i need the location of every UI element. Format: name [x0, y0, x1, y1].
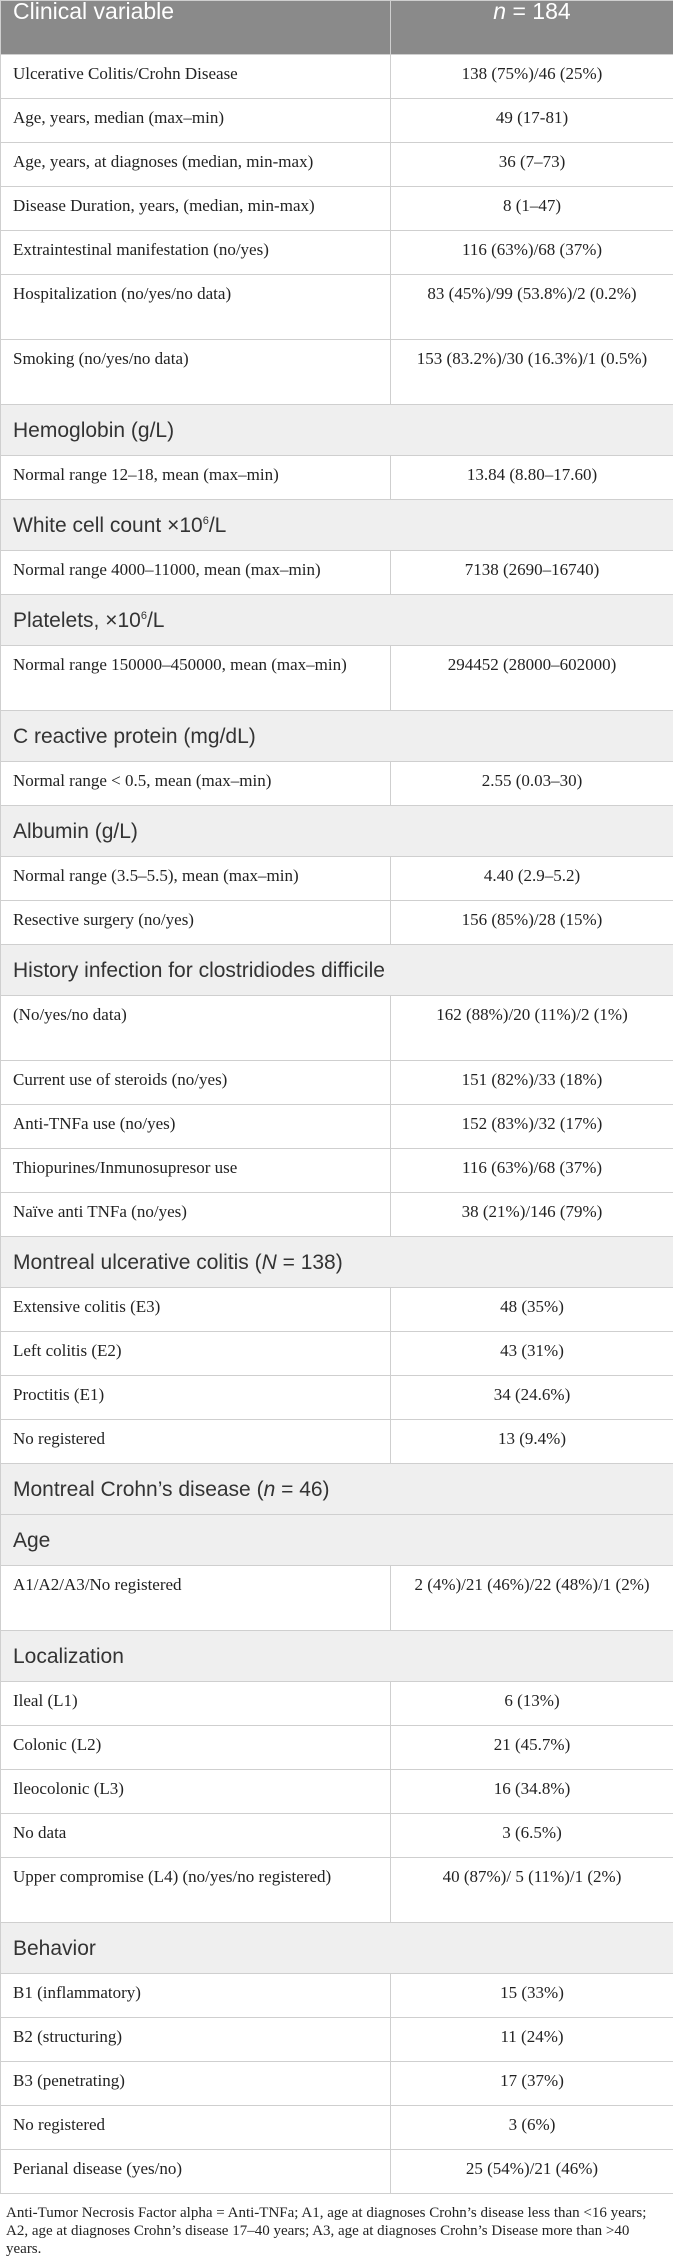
- table-footnote: Anti-Tumor Necrosis Factor alpha = Anti-TNFa; A1, age at diagnoses Crohn’s disease less than <16 years; A2, age at diagnoses Crohn’s disease 17–40 years; A3, age at diagnoses Crohn’s Disease more than >40 years.: [0, 2194, 673, 2258]
- variable-value: 8 (1–47): [391, 187, 673, 231]
- table-row: [1, 1193, 673, 1237]
- variable-label: No data: [1, 1814, 391, 1858]
- table-row: [1, 901, 673, 945]
- variable-value: 2 (4%)/21 (46%)/22 (48%)/1 (2%): [391, 1566, 673, 1631]
- variable-label: Normal range 12–18, mean (max–min): [1, 456, 391, 500]
- variable-label: B2 (structuring): [1, 2018, 391, 2062]
- variable-label: Extraintestinal manifestation (no/yes): [1, 231, 391, 275]
- section-title-text: White cell count ×10: [13, 514, 203, 537]
- section-title-text: Hemoglobin (g/L): [13, 419, 174, 442]
- variable-label: A1/A2/A3/No registered: [1, 1566, 391, 1631]
- table-row: [1, 1420, 673, 1464]
- variable-value: 116 (63%)/68 (37%): [391, 1149, 673, 1193]
- table-row: [1, 2062, 673, 2106]
- variable-value: 4.40 (2.9–5.2): [391, 857, 673, 901]
- table-row: [1, 2106, 673, 2150]
- section-header-row: [1, 1631, 673, 1682]
- header-n-symbol: n: [493, 0, 506, 24]
- section-title: [1, 1631, 673, 1682]
- table-row: [1, 646, 673, 711]
- table-row: [1, 2018, 673, 2062]
- table-row: [1, 1682, 673, 1726]
- variable-value: 2.55 (0.03–30): [391, 762, 673, 806]
- section-title-suffix: = 138): [277, 1251, 343, 1274]
- variable-label: Upper compromise (L4) (no/yes/no registered): [1, 1858, 391, 1923]
- table-row: [1, 99, 673, 143]
- variable-label: Resective surgery (no/yes): [1, 901, 391, 945]
- variable-value: 138 (75%)/46 (25%): [391, 55, 673, 99]
- section-header-row: [1, 1237, 673, 1288]
- variable-label: Age, years, at diagnoses (median, min-max): [1, 143, 391, 187]
- section-title: [1, 405, 673, 456]
- header-n-value: = 184: [506, 0, 571, 24]
- section-title: [1, 1515, 673, 1566]
- variable-value: 13.84 (8.80–17.60): [391, 456, 673, 500]
- table-row: [1, 1814, 673, 1858]
- section-header-row: [1, 1464, 673, 1515]
- variable-label: No registered: [1, 1420, 391, 1464]
- variable-label: (No/yes/no data): [1, 996, 391, 1061]
- variable-value: 21 (45.7%): [391, 1726, 673, 1770]
- section-title-text: Localization: [13, 1645, 124, 1668]
- variable-value: 34 (24.6%): [391, 1376, 673, 1420]
- variable-label: Naïve anti TNFa (no/yes): [1, 1193, 391, 1237]
- table-row: [1, 551, 673, 595]
- variable-value: 156 (85%)/28 (15%): [391, 901, 673, 945]
- table-row: [1, 1149, 673, 1193]
- section-header-row: [1, 595, 673, 646]
- variable-label: No registered: [1, 2106, 391, 2150]
- table-row: [1, 456, 673, 500]
- section-header-row: [1, 500, 673, 551]
- section-title-suffix: /L: [147, 609, 165, 632]
- section-title: [1, 806, 673, 857]
- variable-value: 83 (45%)/99 (53.8%)/2 (0.2%): [391, 275, 673, 340]
- variable-value: 49 (17-81): [391, 99, 673, 143]
- section-title-text: Montreal Crohn’s disease (: [13, 1478, 264, 1501]
- variable-value: 43 (31%): [391, 1332, 673, 1376]
- variable-label: Ulcerative Colitis/Crohn Disease: [1, 55, 391, 99]
- table-row: [1, 1974, 673, 2018]
- variable-label: Extensive colitis (E3): [1, 1288, 391, 1332]
- table-row: [1, 1332, 673, 1376]
- section-title: [1, 1923, 673, 1974]
- table-row: [1, 1105, 673, 1149]
- variable-label: Colonic (L2): [1, 1726, 391, 1770]
- variable-label: Normal range < 0.5, mean (max–min): [1, 762, 391, 806]
- variable-label: Age, years, median (max–min): [1, 99, 391, 143]
- variable-value: 48 (35%): [391, 1288, 673, 1332]
- table-row: [1, 1288, 673, 1332]
- variable-label: Disease Duration, years, (median, min-max): [1, 187, 391, 231]
- table-row: [1, 340, 673, 405]
- table-body: [1, 55, 673, 2194]
- variable-label: B1 (inflammatory): [1, 1974, 391, 2018]
- variable-label: Left colitis (E2): [1, 1332, 391, 1376]
- table-row: [1, 187, 673, 231]
- variable-value: 13 (9.4%): [391, 1420, 673, 1464]
- section-title-italic: n: [264, 1478, 276, 1501]
- section-title-text: Montreal ulcerative colitis (: [13, 1251, 262, 1274]
- variable-label: Normal range (3.5–5.5), mean (max–min): [1, 857, 391, 901]
- variable-value: 6 (13%): [391, 1682, 673, 1726]
- section-title-text: Age: [13, 1529, 50, 1552]
- variable-value: 15 (33%): [391, 1974, 673, 2018]
- section-title-text: History infection for clostridiodes difficile: [13, 959, 385, 982]
- variable-label: Normal range 150000–450000, mean (max–min): [1, 646, 391, 711]
- variable-label: Hospitalization (no/yes/no data): [1, 275, 391, 340]
- section-title-text: Albumin (g/L): [13, 820, 138, 843]
- section-title-superscript: 6: [141, 610, 147, 622]
- variable-value: 153 (83.2%)/30 (16.3%)/1 (0.5%): [391, 340, 673, 405]
- section-title: [1, 945, 673, 996]
- section-title: [1, 711, 673, 762]
- table-row: [1, 762, 673, 806]
- table-row: [1, 1566, 673, 1631]
- variable-value: 38 (21%)/146 (79%): [391, 1193, 673, 1237]
- header-clinical-variable: Clinical variable: [1, 1, 391, 55]
- table-row: [1, 143, 673, 187]
- section-header-row: [1, 1515, 673, 1566]
- table-row: [1, 1858, 673, 1923]
- variable-label: Thiopurines/Inmunosupresor use: [1, 1149, 391, 1193]
- section-header-row: [1, 1923, 673, 1974]
- table-row: [1, 857, 673, 901]
- variable-value: 16 (34.8%): [391, 1770, 673, 1814]
- variable-label: Current use of steroids (no/yes): [1, 1061, 391, 1105]
- table-row: [1, 996, 673, 1061]
- section-title: [1, 595, 673, 646]
- variable-label: Normal range 4000–11000, mean (max–min): [1, 551, 391, 595]
- section-title: [1, 1464, 673, 1515]
- section-title-suffix: /L: [209, 514, 227, 537]
- variable-value: 40 (87%)/ 5 (11%)/1 (2%): [391, 1858, 673, 1923]
- variable-label: B3 (penetrating): [1, 2062, 391, 2106]
- section-header-row: [1, 945, 673, 996]
- variable-label: Proctitis (E1): [1, 1376, 391, 1420]
- variable-value: 7138 (2690–16740): [391, 551, 673, 595]
- variable-label: Perianal disease (yes/no): [1, 2150, 391, 2194]
- variable-value: 36 (7–73): [391, 143, 673, 187]
- table-row: [1, 1770, 673, 1814]
- variable-value: 116 (63%)/68 (37%): [391, 231, 673, 275]
- variable-value: 152 (83%)/32 (17%): [391, 1105, 673, 1149]
- header-sample-size: [391, 1, 673, 55]
- variable-value: 151 (82%)/33 (18%): [391, 1061, 673, 1105]
- table-row: [1, 1061, 673, 1105]
- variable-value: 3 (6.5%): [391, 1814, 673, 1858]
- section-header-row: [1, 711, 673, 762]
- section-title-text: C reactive protein (mg/dL): [13, 725, 256, 748]
- table-row: [1, 231, 673, 275]
- variable-label: Smoking (no/yes/no data): [1, 340, 391, 405]
- table-header-row: [1, 1, 673, 55]
- section-title: [1, 500, 673, 551]
- table-row: [1, 1376, 673, 1420]
- variable-value: 294452 (28000–602000): [391, 646, 673, 711]
- variable-value: 25 (54%)/21 (46%): [391, 2150, 673, 2194]
- table-row: [1, 55, 673, 99]
- section-title: [1, 1237, 673, 1288]
- variable-value: 17 (37%): [391, 2062, 673, 2106]
- table-row: [1, 275, 673, 340]
- section-title-text: Behavior: [13, 1937, 96, 1960]
- variable-label: Anti-TNFa use (no/yes): [1, 1105, 391, 1149]
- section-header-row: [1, 405, 673, 456]
- section-title-superscript: 6: [203, 515, 209, 527]
- section-title-suffix: = 46): [275, 1478, 329, 1501]
- section-title-italic: N: [262, 1251, 277, 1274]
- variable-value: 3 (6%): [391, 2106, 673, 2150]
- section-header-row: [1, 806, 673, 857]
- variable-label: Ileocolonic (L3): [1, 1770, 391, 1814]
- variable-value: 11 (24%): [391, 2018, 673, 2062]
- variable-label: Ileal (L1): [1, 1682, 391, 1726]
- table-row: [1, 1726, 673, 1770]
- section-title-text: Platelets, ×10: [13, 609, 141, 632]
- variable-value: 162 (88%)/20 (11%)/2 (1%): [391, 996, 673, 1061]
